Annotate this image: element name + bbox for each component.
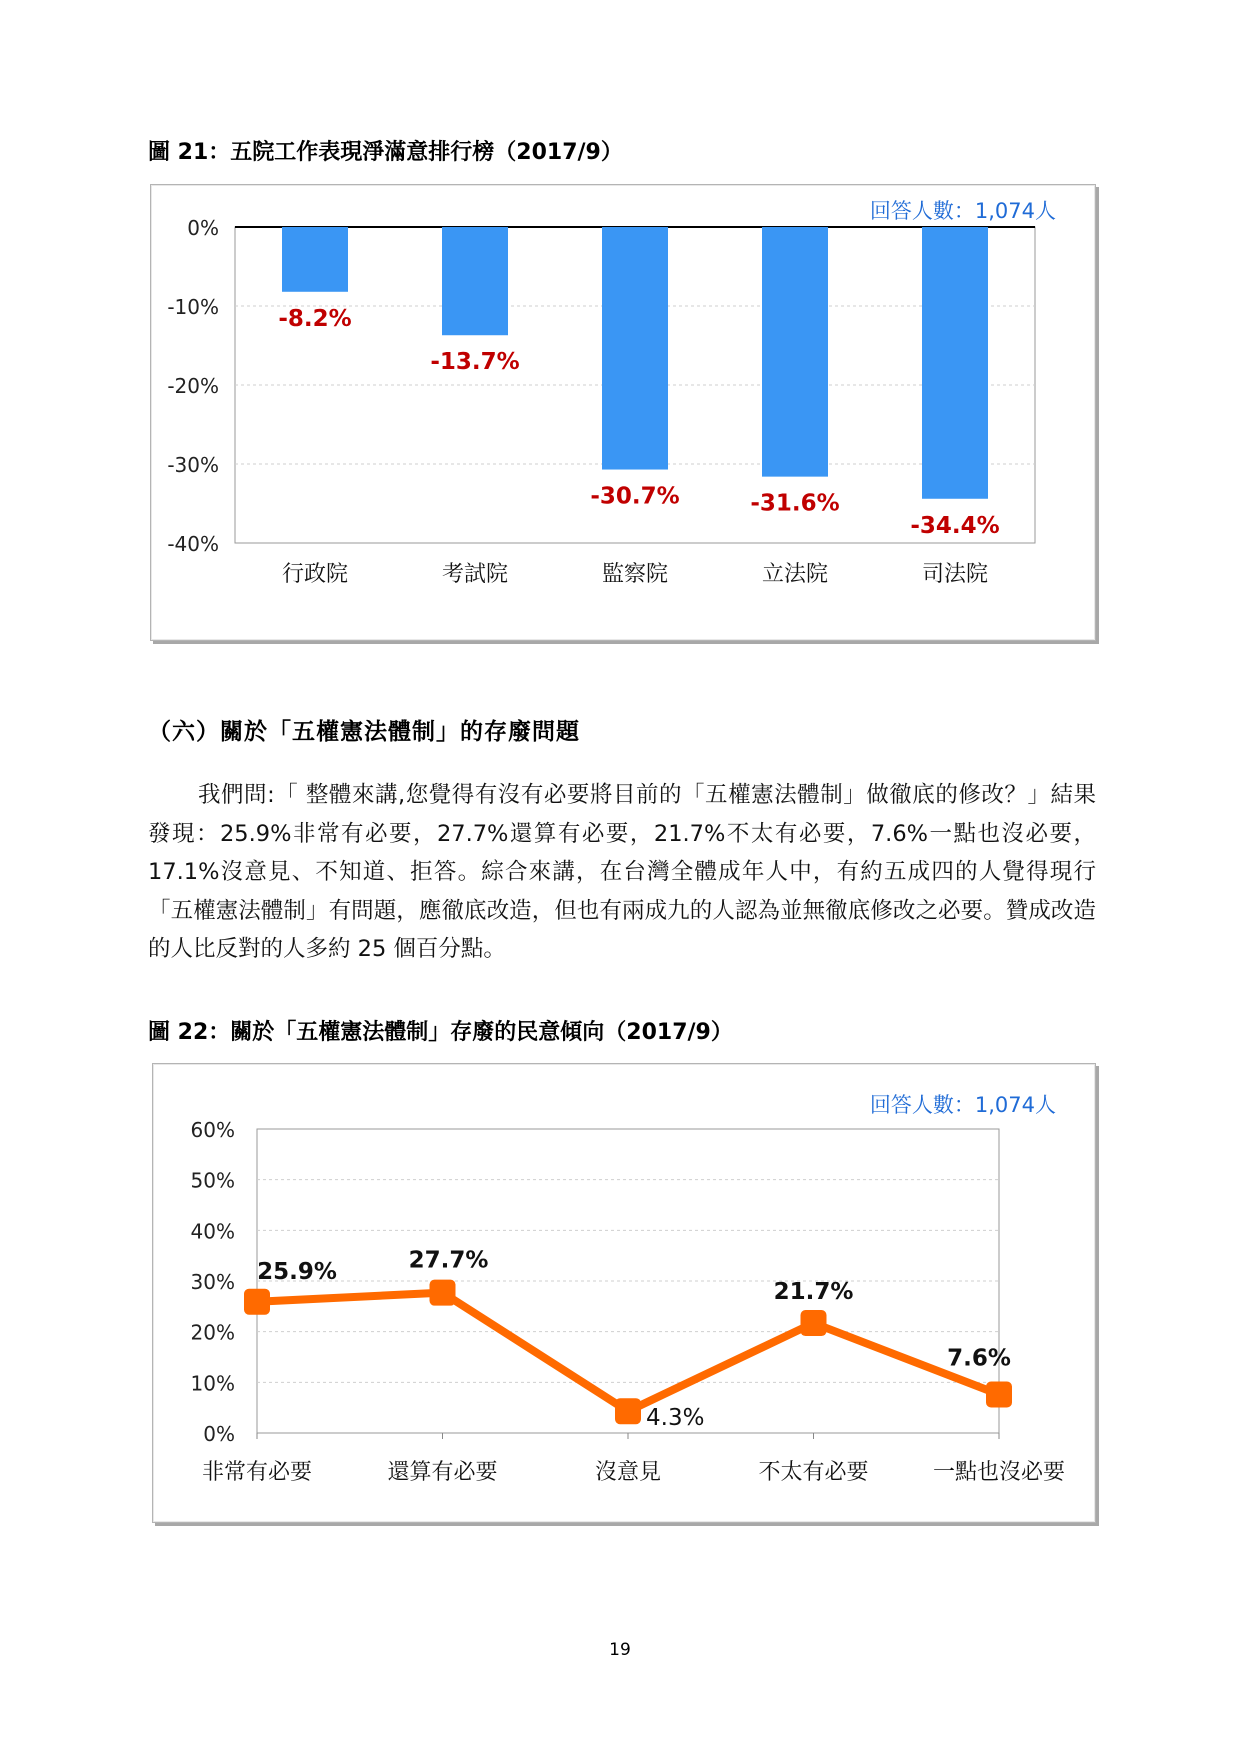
- bar: [282, 227, 348, 292]
- x-category-label: 監察院: [601, 562, 669, 587]
- x-category-label: 行政院: [281, 562, 349, 587]
- figure-21-title: 圖 21：五院工作表現淨滿意排行榜（2017/9）: [148, 140, 623, 165]
- y-tick-label: -40%: [167, 532, 219, 556]
- page-number: 19: [609, 1640, 631, 1660]
- figure-21-respondents: 回答人數：1,074人: [869, 199, 1056, 223]
- y-tick-label: 40%: [190, 1219, 235, 1244]
- data-point: [986, 1381, 1012, 1407]
- bar: [762, 227, 828, 477]
- x-category-label: 考試院: [441, 562, 509, 587]
- data-value-label: 7.6%: [947, 1345, 1011, 1372]
- x-category-label: 不太有必要: [758, 1460, 869, 1485]
- x-category-label: 非常有必要: [201, 1460, 313, 1485]
- bar-value-label: -31.6%: [750, 490, 840, 517]
- x-category-label: 司法院: [921, 562, 989, 587]
- bar-value-label: -8.2%: [278, 305, 352, 332]
- figure-22-respondents: 回答人數：1,074人: [869, 1093, 1056, 1117]
- series-line: [257, 1293, 999, 1412]
- line-chart-svg: [153, 1064, 1095, 1522]
- y-tick-label: 20%: [190, 1320, 235, 1345]
- y-tick-label: 0%: [203, 1422, 235, 1446]
- figure-22-chart: [152, 1063, 1096, 1523]
- y-tick-label: 10%: [190, 1371, 235, 1396]
- y-tick-label: 60%: [190, 1118, 235, 1142]
- y-tick-label: 30%: [190, 1270, 235, 1294]
- data-point: [615, 1398, 641, 1424]
- figure-22-title: 圖 22：關於「五權憲法體制」存廢的民意傾向（2017/9）: [148, 1020, 733, 1045]
- bar: [922, 227, 988, 499]
- section-heading: （六）關於「五權憲法體制」的存廢問題: [148, 718, 580, 745]
- y-tick-label: -30%: [167, 453, 219, 477]
- bar: [602, 227, 668, 470]
- bar-value-label: -13.7%: [430, 349, 520, 376]
- data-value-label: 25.9%: [257, 1258, 337, 1285]
- y-tick-label: -20%: [167, 374, 219, 398]
- data-point: [430, 1280, 456, 1306]
- figure-21-chart: [150, 184, 1096, 641]
- data-value-label: 21.7%: [773, 1279, 854, 1306]
- x-category-label: 還算有必要: [387, 1460, 498, 1485]
- y-tick-label: 0%: [187, 216, 219, 240]
- y-tick-label: 50%: [190, 1168, 235, 1193]
- data-value-label: 4.3%: [646, 1405, 705, 1432]
- data-value-label: 27.7%: [408, 1247, 489, 1274]
- x-category-label: 立法院: [761, 562, 829, 587]
- x-category-label: 沒意見: [594, 1460, 662, 1485]
- data-point: [244, 1289, 270, 1315]
- bar-value-label: -30.7%: [590, 483, 680, 510]
- bar-value-label: -34.4%: [910, 512, 1000, 539]
- bar-chart-svg: [151, 185, 1095, 640]
- bar: [442, 227, 508, 335]
- data-point: [801, 1310, 827, 1336]
- y-tick-label: -10%: [167, 295, 219, 319]
- x-category-label: 一點也沒必要: [932, 1460, 1066, 1485]
- body-paragraph: 我們問:「 整體來講,您覺得有沒有必要將目前的「五權憲法體制」做徹底的修改？」結果發現：25.9%非常有必要，27.7%還算有必要，21.7%不太有必要，7.6%一點也沒必要，17.1%沒意見、不知道、拒答。綜合來講，在台灣全體成年人中，有約五成四的人覺得現行「五權憲法體制」有問題，應徹底改造，但也有兩成九的人認為並無徹底修改之必要。贊成改造的人比反對的人多約 25 個百分點。: [148, 782, 1096, 962]
